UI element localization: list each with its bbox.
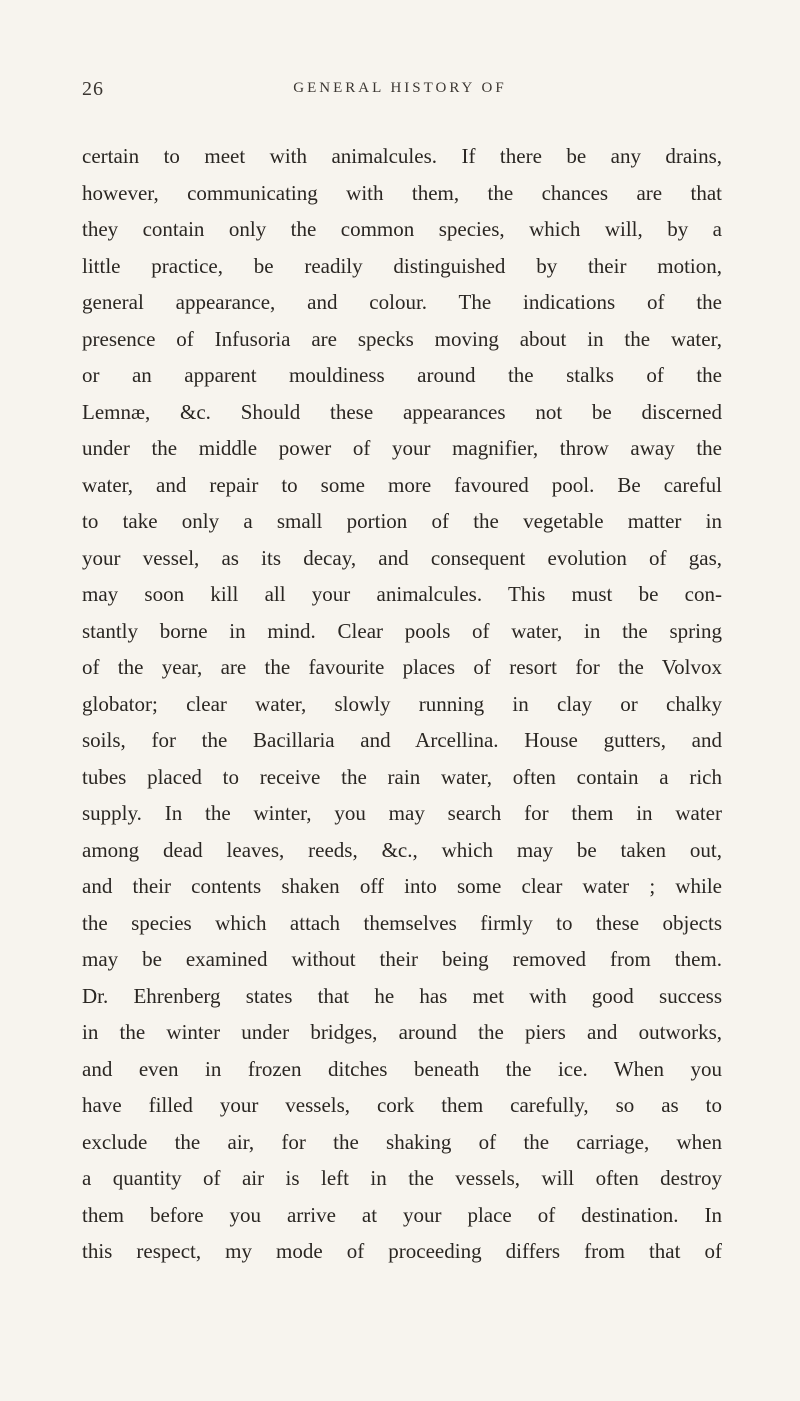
page-number: 26 [82,78,104,100]
text-line: Dr. Ehrenberg states that he has met with good success [82,983,722,1008]
text-line: certain to meet with animalcules. If there be any drains, [82,144,722,168]
text-line: globator; clear water, slowly running in clay or chalky [82,691,722,716]
text-line: in the winter under bridges, around the piers and outworks, [82,1020,722,1044]
text-line: supply. In the winter, you may search for them in water [82,801,722,825]
text-line: Lemnæ, &c. Should these appearances not be discerned [82,399,722,424]
text-line: exclude the air, for the shaking of the carriage, when [82,1129,722,1154]
text-line: the species which attach themselves firmly to these objects [82,910,722,935]
text-line: little practice, be readily distinguished by their motion, [82,253,722,278]
running-title: GENERAL HISTORY OF [293,80,507,96]
text-line: of the year, are the favourite places of resort for the Volvox [82,655,722,679]
text-line: presence of Infusoria are specks moving about in the water, [82,326,722,351]
text-line: among dead leaves, reeds, &c., which may be taken out, [82,837,722,862]
text-line: this respect, my mode of proceeding differs from that of [82,1239,722,1263]
body-text [82,138,722,1270]
text-line: them before you arrive at your place of destination. In [82,1202,722,1227]
text-line: under the middle power of your magnifier, throw away the [82,436,722,460]
text-line: soils, for the Bacillaria and Arcellina. House gutters, and [82,728,722,752]
text-line: they contain only the common species, which will, by a [82,217,722,241]
running-head [0,78,800,108]
text-line: your vessel, as its decay, and consequent evolution of gas, [82,545,722,570]
text-line: water, and repair to some more favoured pool. Be careful [82,472,722,497]
text-line: general appearance, and colour. The indications of the [82,290,722,314]
text-line: have filled your vessels, cork them carefully, so as to [82,1093,722,1117]
text-line: however, communicating with them, the chances are that [82,180,722,205]
text-line: a quantity of air is left in the vessels, will often destroy [82,1166,722,1190]
text-line: or an apparent mouldiness around the stalks of the [82,363,722,387]
text-line: to take only a small portion of the vegetable matter in [82,509,722,533]
text-line: tubes placed to receive the rain water, often contain a rich [82,764,722,789]
text-line: and even in frozen ditches beneath the ice. When you [82,1056,722,1081]
text-line: may soon kill all your animalcules. This must be con- [82,582,722,606]
text-line: stantly borne in mind. Clear pools of water, in the spring [82,618,722,643]
text-line: may be examined without their being removed from them. [82,947,722,971]
text-line: and their contents shaken off into some clear water ; while [82,874,722,898]
